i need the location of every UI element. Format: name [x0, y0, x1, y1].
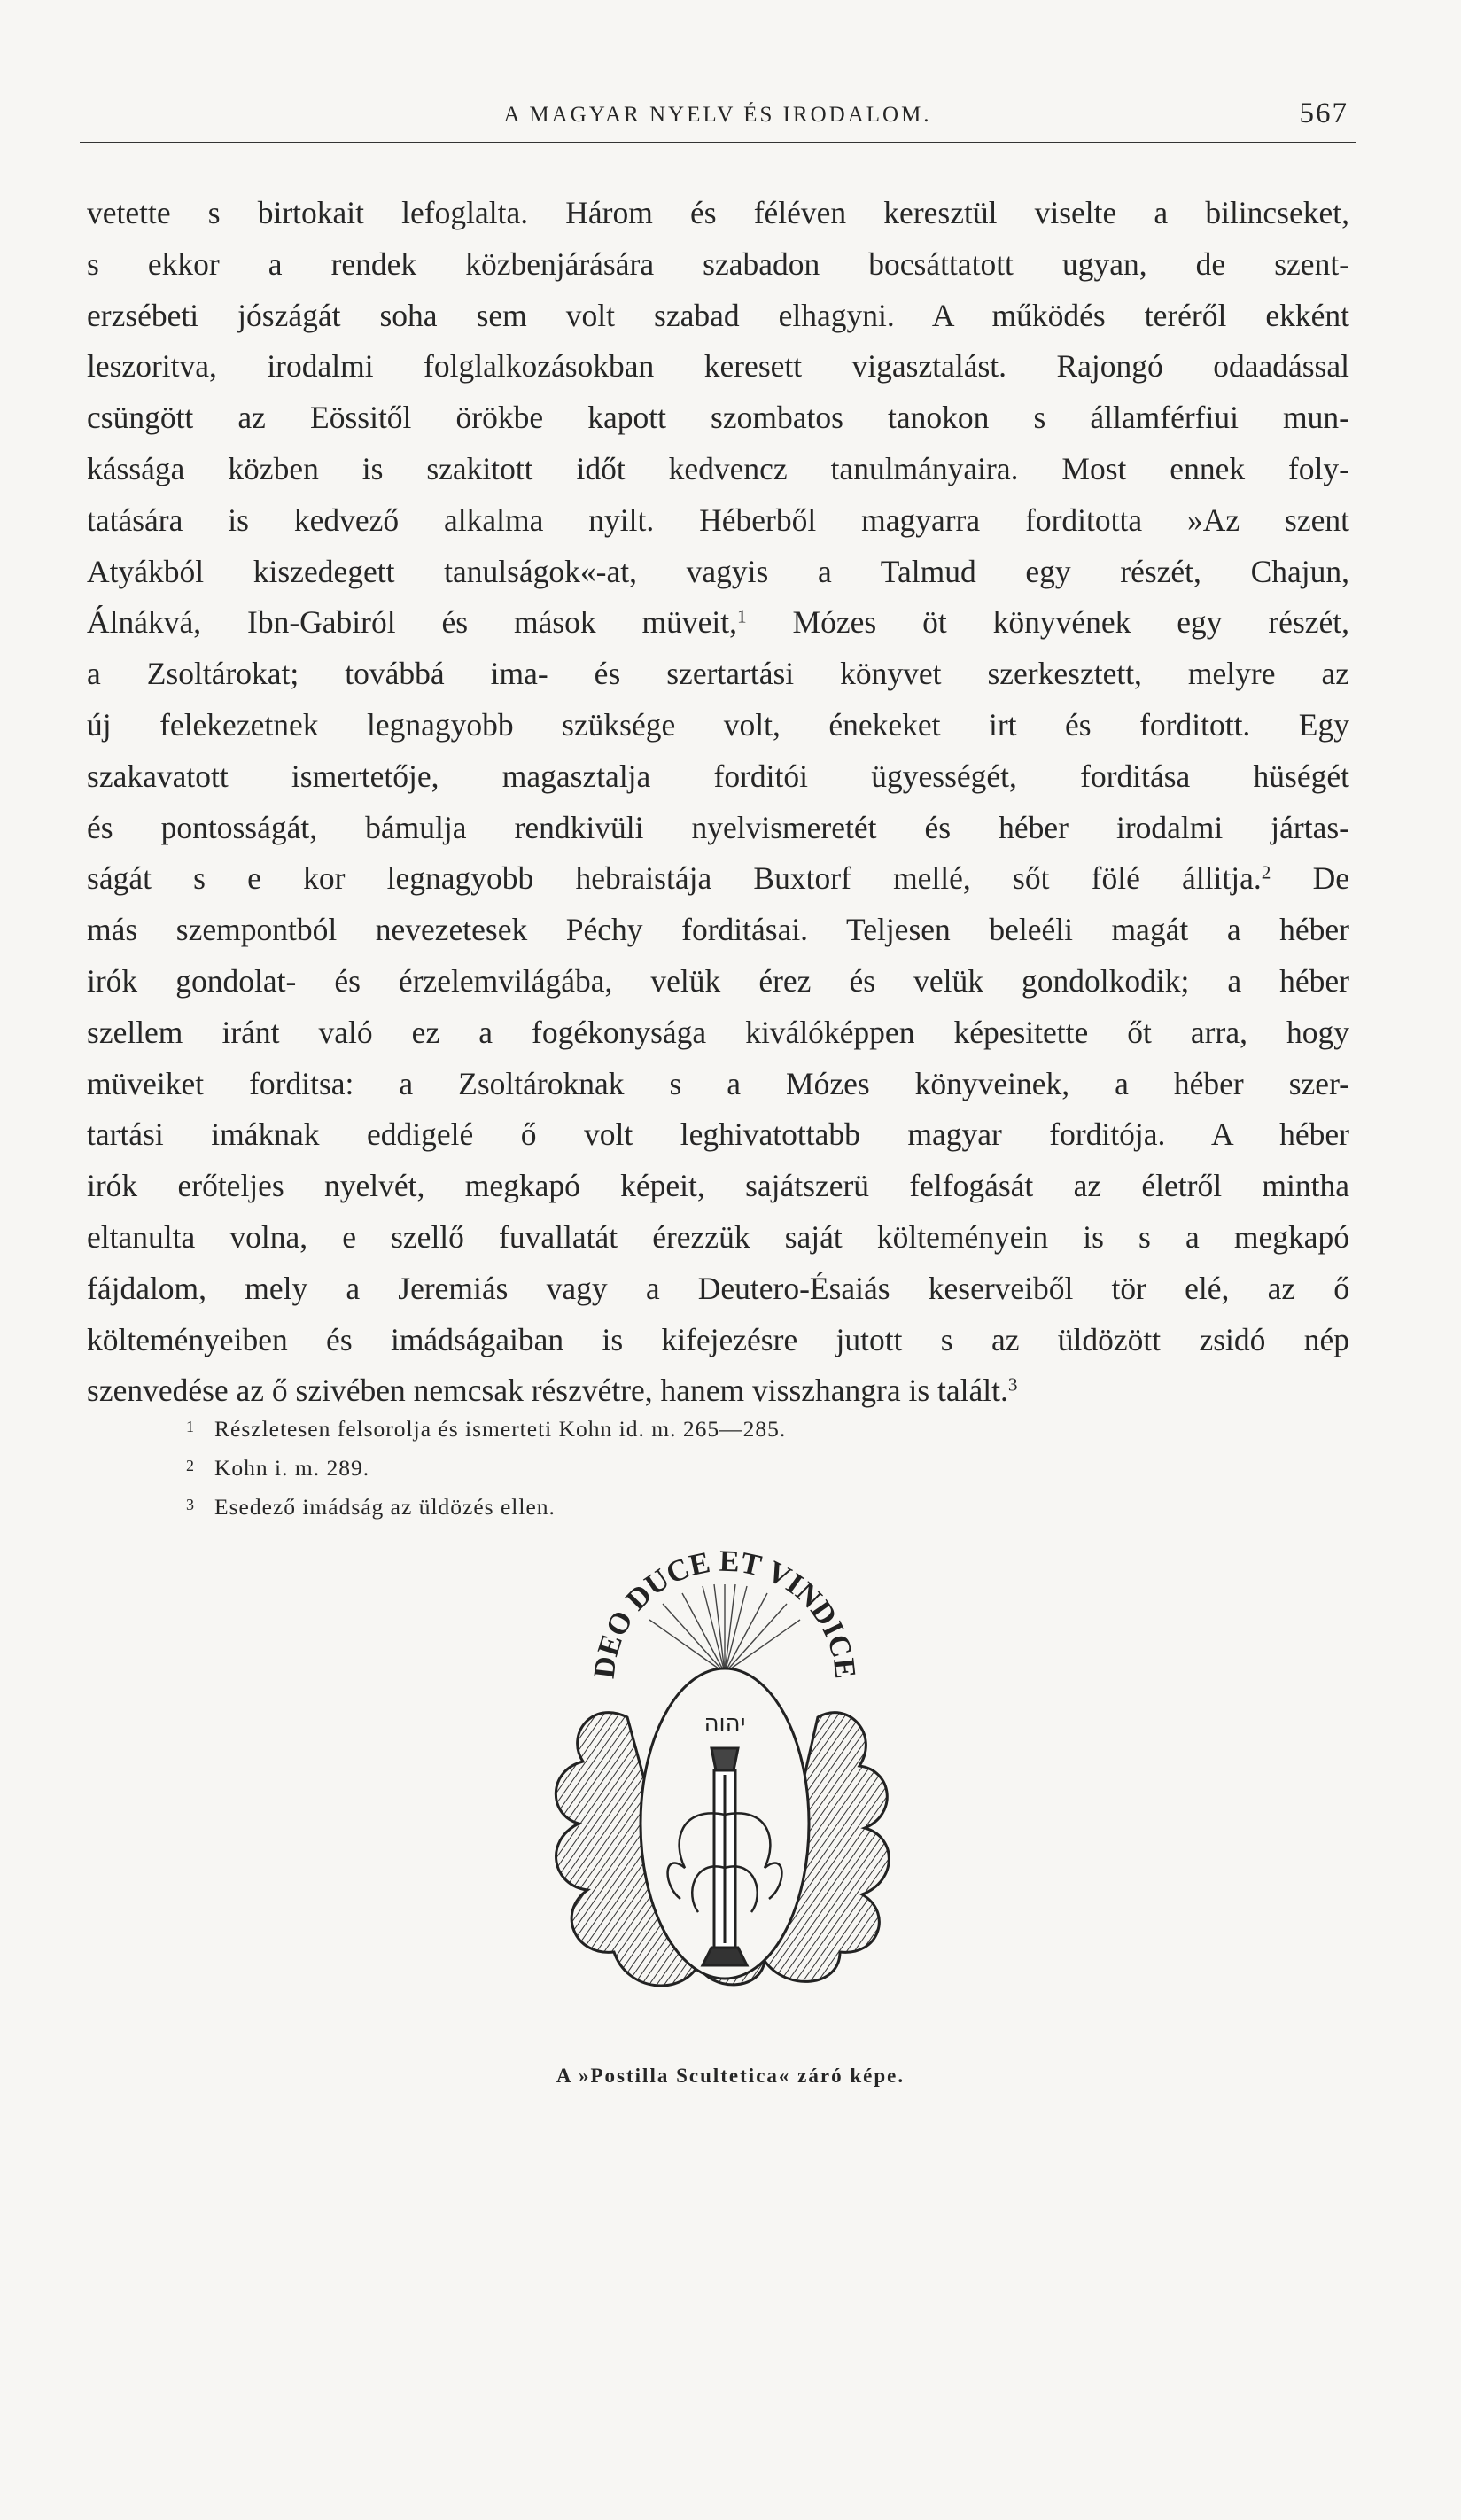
- text-line: erzsébeti jószágát soha sem volt szabad elhagyni. A működés teréről ekként: [87, 297, 1349, 333]
- text-segment: Mózes öt könyvének egy részét,: [792, 604, 1349, 641]
- text-line: Atyákból kiszedegett tanulságok«-at, vagyis a Talmud egy részét, Chajun,: [87, 553, 1349, 589]
- text-line: más szempontból nevezetesek Péchy forditásai. Teljesen beleéli magát a héber: [87, 912, 1349, 948]
- text-segment: De: [1312, 860, 1349, 897]
- text-line: új felekezetnek legnagyobb szüksége volt, énekeket irt és forditott. Egy: [87, 706, 1349, 743]
- text-line: a Zsoltárokat; továbbá ima- és szertartási könyvet szerkesztett, melyre az: [87, 656, 1349, 692]
- text-line-with-footnote-ref: [87, 853, 1349, 905]
- page-number: 567: [1299, 97, 1348, 129]
- footnote-ref-1[interactable]: 1: [737, 605, 747, 627]
- text-line: fájdalom, mely a Jeremiás vagy a Deutero-Ésaiás keserveiből tör elé, az ő: [87, 1270, 1349, 1306]
- closing-vignette: [530, 1549, 920, 2027]
- text-line: müveiket forditsa: a Zsoltároknak s a Mózes könyveinek, a héber szer-: [87, 1065, 1349, 1101]
- hebrew-name: יהוה: [703, 1710, 746, 1737]
- text-line: tartási imáknak eddigelé ő volt leghivatottabb magyar forditója. A héber: [87, 1116, 1349, 1153]
- footnote-text: Részletesen felsorolja és ismerteti Kohn id. m. 265—285.: [214, 1416, 787, 1442]
- text-line: és pontosságát, bámulja rendkivüli nyelvismeretét és héber irodalmi jártas-: [87, 809, 1349, 845]
- footnote-ref-3[interactable]: 3: [1007, 1373, 1018, 1396]
- header-rule: [80, 142, 1356, 143]
- footnote-text: Esedező imádság az üldözés ellen.: [214, 1494, 556, 1520]
- text-line-with-footnote-ref: [87, 597, 1349, 649]
- text-line: tatására is kedvező alkalma nyilt. Héberből magyarra forditotta »Az szent: [87, 502, 1349, 538]
- footnote-3: [186, 1485, 1161, 1524]
- footnote-mark: 1: [186, 1418, 194, 1435]
- sunburst-rays: [649, 1584, 800, 1673]
- text-segment: ságát s e kor legnagyobb hebraistája Buxtorf mellé, sőt fölé állitja.: [87, 860, 1262, 897]
- footnotes: [186, 1407, 1161, 1524]
- text-segment: Álnákvá, Ibn-Gabiról és mások müveit,: [87, 604, 737, 641]
- text-line: irók erőteljes nyelvét, megkapó képeit, sajátszerü felfogását az életről mintha: [87, 1168, 1349, 1204]
- running-header: [80, 97, 1356, 140]
- text-line: szakavatott ismertetője, magasztalja forditói ügyességét, forditása hüségét: [87, 758, 1349, 794]
- footnote-2: [186, 1446, 1161, 1485]
- text-line: vetette s birtokait lefoglalta. Három és féléven keresztül viselte a bilincseket,: [87, 195, 1349, 230]
- text-line: költeményeiben és imádságaiban is kifejezésre jutott s az üldözött zsidó nép: [87, 1321, 1349, 1357]
- text-segment: szenvedése az ő szivében nemcsak részvétre, hanem visszhangra is talált.: [87, 1373, 1008, 1409]
- text-line: leszoritva, irodalmi folglalkozásokban keresett vigasztalást. Rajongó odaadással: [87, 348, 1349, 385]
- footnote-mark: 2: [186, 1457, 194, 1474]
- text-line: csüngött az Eössitől örökbe kapott szombatos tanokon s államférfiui mun-: [87, 400, 1349, 436]
- text-line: eltanulta volna, e szellő fuvallatát érezzük saját költeményein is s a megkapó: [87, 1218, 1349, 1255]
- footnote-1: [186, 1407, 1161, 1446]
- text-line: irók gondolat- és érzelemvilágába, velük érez és velük gondolkodik; a héber: [87, 962, 1349, 999]
- footnote-text: Kohn i. m. 289.: [214, 1455, 370, 1481]
- text-line: szellem iránt való ez a fogékonysága kiválóképpen képesitette őt arra, hogy: [87, 1014, 1349, 1050]
- text-line: kássága közben is szakitott időt kedvencz tanulmányaira. Most ennek foly-: [87, 450, 1349, 486]
- running-title: A MAGYAR NYELV ÉS IRODALOM.: [503, 103, 932, 127]
- footnote-ref-2[interactable]: 2: [1261, 861, 1271, 883]
- footnote-mark: 3: [186, 1496, 194, 1513]
- illustration-caption: A »Postilla Scultetica« záró képe.: [556, 2065, 905, 2087]
- motto-arc-text: DEO DUCE ET VINDICE: [587, 1549, 862, 1681]
- body-text: [87, 188, 1349, 1417]
- text-line: s ekkor a rendek közbenjárására szabadon bocsáttatott ugyan, de szent-: [87, 245, 1349, 282]
